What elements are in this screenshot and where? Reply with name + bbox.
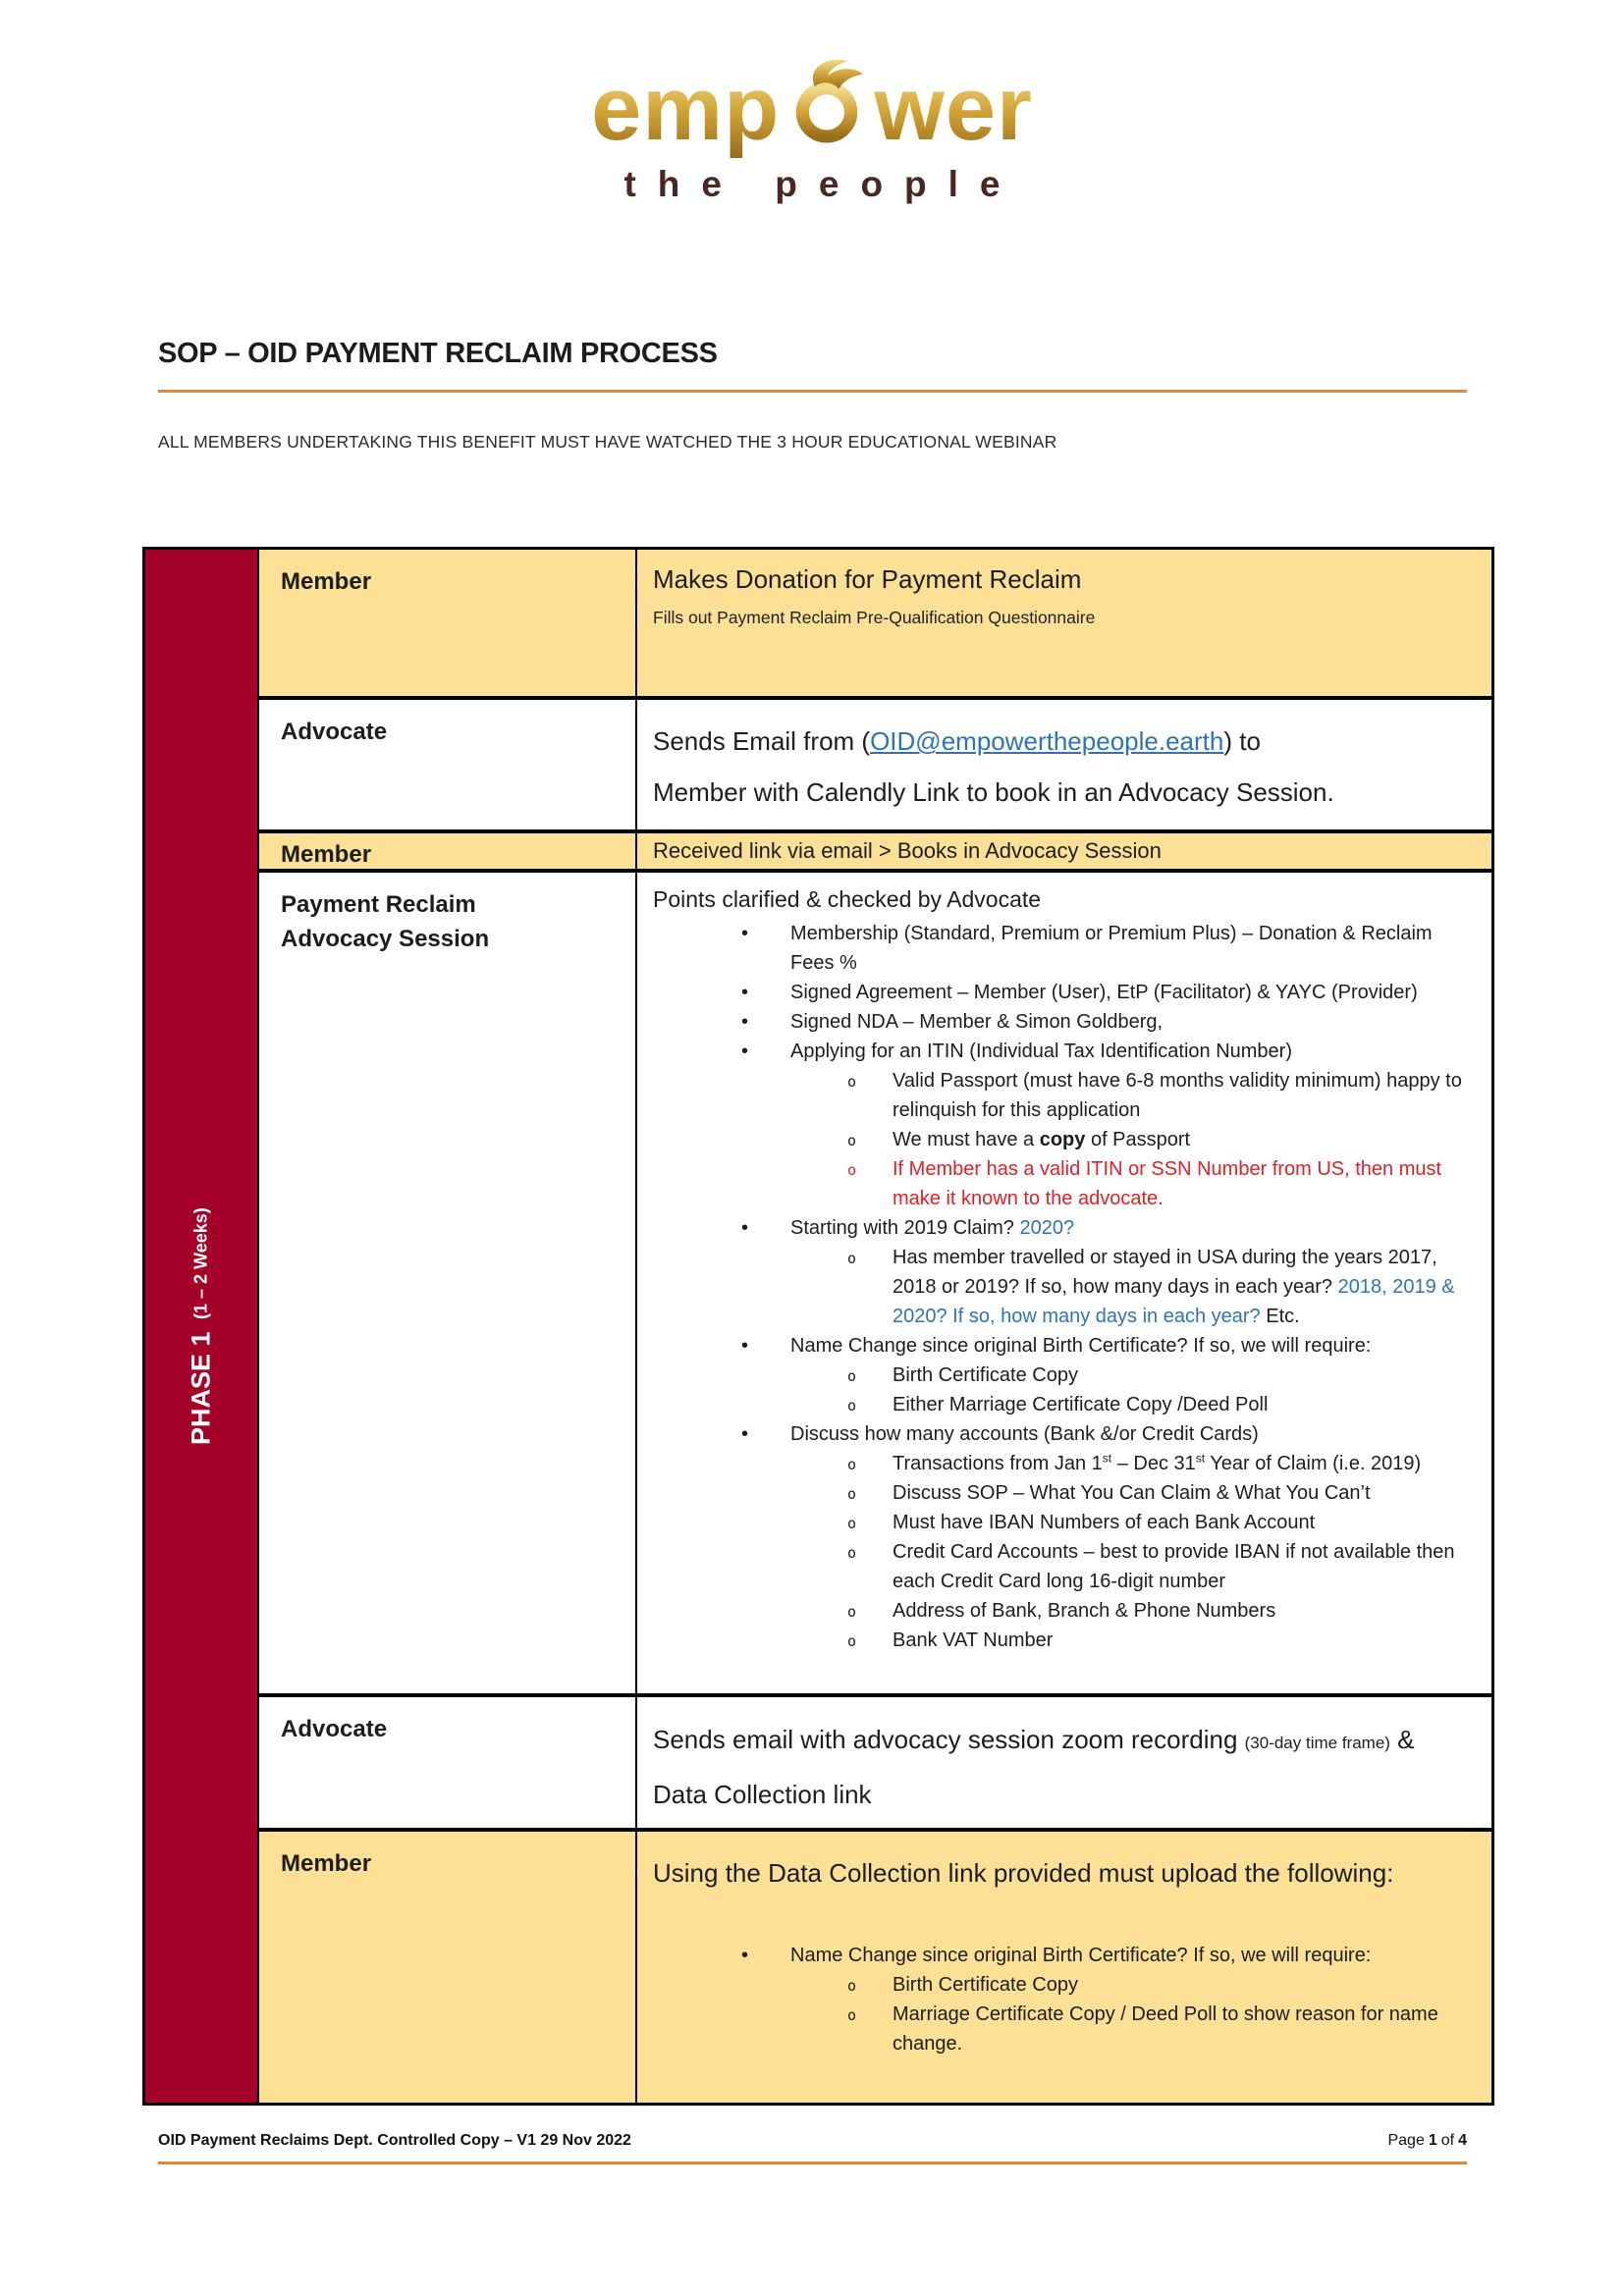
row6-heading: Using the Data Collection link provided must upload the following: (653, 1858, 1394, 1888)
phase-label: PHASE 1 (186, 1331, 216, 1445)
table-rows (259, 550, 1491, 2103)
bullet-item: o Birth Certificate Copy (653, 1361, 1474, 1390)
page-current: 1 (1428, 2132, 1437, 2149)
content-cell (637, 700, 1491, 829)
superscript: st (1102, 1451, 1112, 1466)
page-number (1383, 2132, 1467, 2150)
text-segment: Sends email with advocacy session zoom recording (653, 1725, 1245, 1754)
row3-text: Received link via email > Books in Advocacy Session (653, 838, 1162, 863)
small-note-text: (30-day time frame) (1244, 1734, 1390, 1752)
text-segment: of Passport (1085, 1129, 1191, 1150)
bullet-item: • Name Change since original Birth Certificate? If so, we will require: (653, 1941, 1474, 1970)
text-segment: Has member travelled or stayed in USA during the years 2017, 2018 or 2019? If so, how many days in each year? (893, 1247, 1437, 1298)
content-cell (637, 550, 1491, 696)
bullet-item: • Signed Agreement – Member (User), EtP (Facilitator) & YAYC (Provider) (653, 978, 1474, 1007)
row1-sub-text: Fills out Payment Reclaim Pre-Qualification Questionnaire (653, 607, 1096, 627)
sop-table (142, 547, 1494, 2106)
phase-duration: (1 – 2 Weeks) (190, 1207, 211, 1320)
actor-cell: Advocate (259, 1697, 637, 1828)
row1-main-text: Makes Donation for Payment Reclaim (653, 564, 1082, 594)
page-word: Page (1387, 2132, 1425, 2149)
bullet-item (653, 1243, 1474, 1331)
content-cell (637, 873, 1491, 1693)
bullet-item: • Applying for an ITIN (Individual Tax Identification Number) (653, 1037, 1474, 1066)
page-subtitle: ALL MEMBERS UNDERTAKING THIS BENEFIT MUST HAVE WATCHED THE 3 HOUR EDUCATIONAL WEBINAR (158, 432, 1057, 452)
blue-note-text: 2018, 2019 & 2020? If so, how many days in each year? (893, 1276, 1455, 1327)
table-row-member-books (259, 833, 1491, 873)
blue-note-text: 2020? (1019, 1217, 1075, 1239)
text-segment: & Data Collection link (653, 1725, 1415, 1809)
phase-text (145, 550, 257, 2103)
bullet-item (653, 1125, 1474, 1154)
email-link[interactable]: OID@empowerthepeople.earth (870, 726, 1224, 756)
text-segment: Transactions from Jan 1 (893, 1453, 1103, 1474)
bullet-item: • Name Change since original Birth Certificate? If so, we will require: (653, 1331, 1474, 1361)
row2-text (653, 716, 1340, 818)
bullet-item: • Discuss how many accounts (Bank &/or Credit Cards) (653, 1419, 1474, 1449)
table-row-advocate-recording (259, 1697, 1491, 1832)
content-cell (637, 1832, 1491, 2103)
table-row-member-donation (259, 550, 1491, 700)
content-cell (637, 833, 1491, 869)
actor-cell: Member (259, 833, 637, 869)
actor-line-1: Payment Reclaim (281, 891, 476, 918)
row2-text-after: ) to Member with Calendly Link to book in an Advocacy Session. (653, 726, 1334, 807)
bullet-item: o Address of Bank, Branch & Phone Numbers (653, 1596, 1474, 1626)
bullet-item-warning: o If Member has a valid ITIN or SSN Number from US, then must make it known to the advocate. (653, 1154, 1474, 1213)
superscript: st (1195, 1451, 1206, 1466)
bullet-item: • Signed NDA – Member & Simon Goldberg, (653, 1007, 1474, 1037)
table-row-member-upload (259, 1832, 1491, 2103)
bullet-item: o Credit Card Accounts – best to provide IBAN if not available then each Credit Card long 16-digit number (653, 1537, 1474, 1596)
bullet-item: o Must have IBAN Numbers of each Bank Account (653, 1508, 1474, 1537)
row4-bullet-list (653, 919, 1474, 1655)
content-cell (637, 1697, 1491, 1828)
row6-bullet-list (653, 1941, 1474, 2058)
footer-doc-info: OID Payment Reclaims Dept. Controlled Copy – V1 29 Nov 2022 (158, 2132, 631, 2149)
bullet-item: o Marriage Certificate Copy / Deed Poll to show reason for name change. (653, 2000, 1474, 2058)
logo-text-wer: wer (874, 59, 1033, 159)
bullet-item (653, 1213, 1474, 1243)
table-row-advocacy-session (259, 873, 1491, 1697)
logo-wordmark (0, 57, 1624, 159)
row2-text-before: Sends Email from ( (653, 726, 871, 756)
logo-tagline: the people (623, 164, 1022, 204)
bullet-item: o Valid Passport (must have 6-8 months validity minimum) happy to relinquish for this application (653, 1066, 1474, 1125)
actor-cell: Member (259, 1832, 637, 2103)
actor-cell: Member (259, 550, 637, 696)
page-title: SOP – OID PAYMENT RECLAIM PROCESS (158, 338, 718, 369)
actor-cell: Advocate (259, 700, 637, 829)
text-segment: Etc. (1260, 1306, 1300, 1327)
page-total: 4 (1458, 2132, 1467, 2149)
bold-text: copy (1039, 1129, 1086, 1150)
bullet-item: o Bank VAT Number (653, 1626, 1474, 1655)
text-segment: Year of Claim (i.e. 2019) (1205, 1453, 1422, 1474)
actor-cell (259, 873, 637, 1693)
actor-line-2: Advocacy Session (281, 925, 490, 952)
bullet-item (653, 1449, 1474, 1478)
phase-bar (145, 550, 259, 2103)
dove-icon (782, 57, 872, 143)
table-row-advocate-email (259, 700, 1491, 833)
bullet-item: • Membership (Standard, Premium or Premium Plus) – Donation & Reclaim Fees % (653, 919, 1474, 978)
bullet-item: o Discuss SOP – What You Can Claim & What You Can’t (653, 1478, 1474, 1508)
text-segment: – Dec 31 (1111, 1453, 1196, 1474)
bullet-item: o Either Marriage Certificate Copy /Deed Poll (653, 1390, 1474, 1419)
of-word: of (1440, 2132, 1455, 2149)
row4-heading: Points clarified & checked by Advocate (653, 886, 1042, 912)
row5-text (653, 1713, 1473, 1823)
footer-rule (158, 2162, 1467, 2164)
footer (158, 2132, 1467, 2150)
text-segment: We must have a (893, 1129, 1040, 1150)
title-rule (158, 390, 1467, 393)
logo (0, 57, 1624, 205)
text-segment: Starting with 2019 Claim? (790, 1217, 1020, 1239)
logo-text-emp: emp (591, 59, 781, 159)
bullet-item: o Birth Certificate Copy (653, 1970, 1474, 2000)
